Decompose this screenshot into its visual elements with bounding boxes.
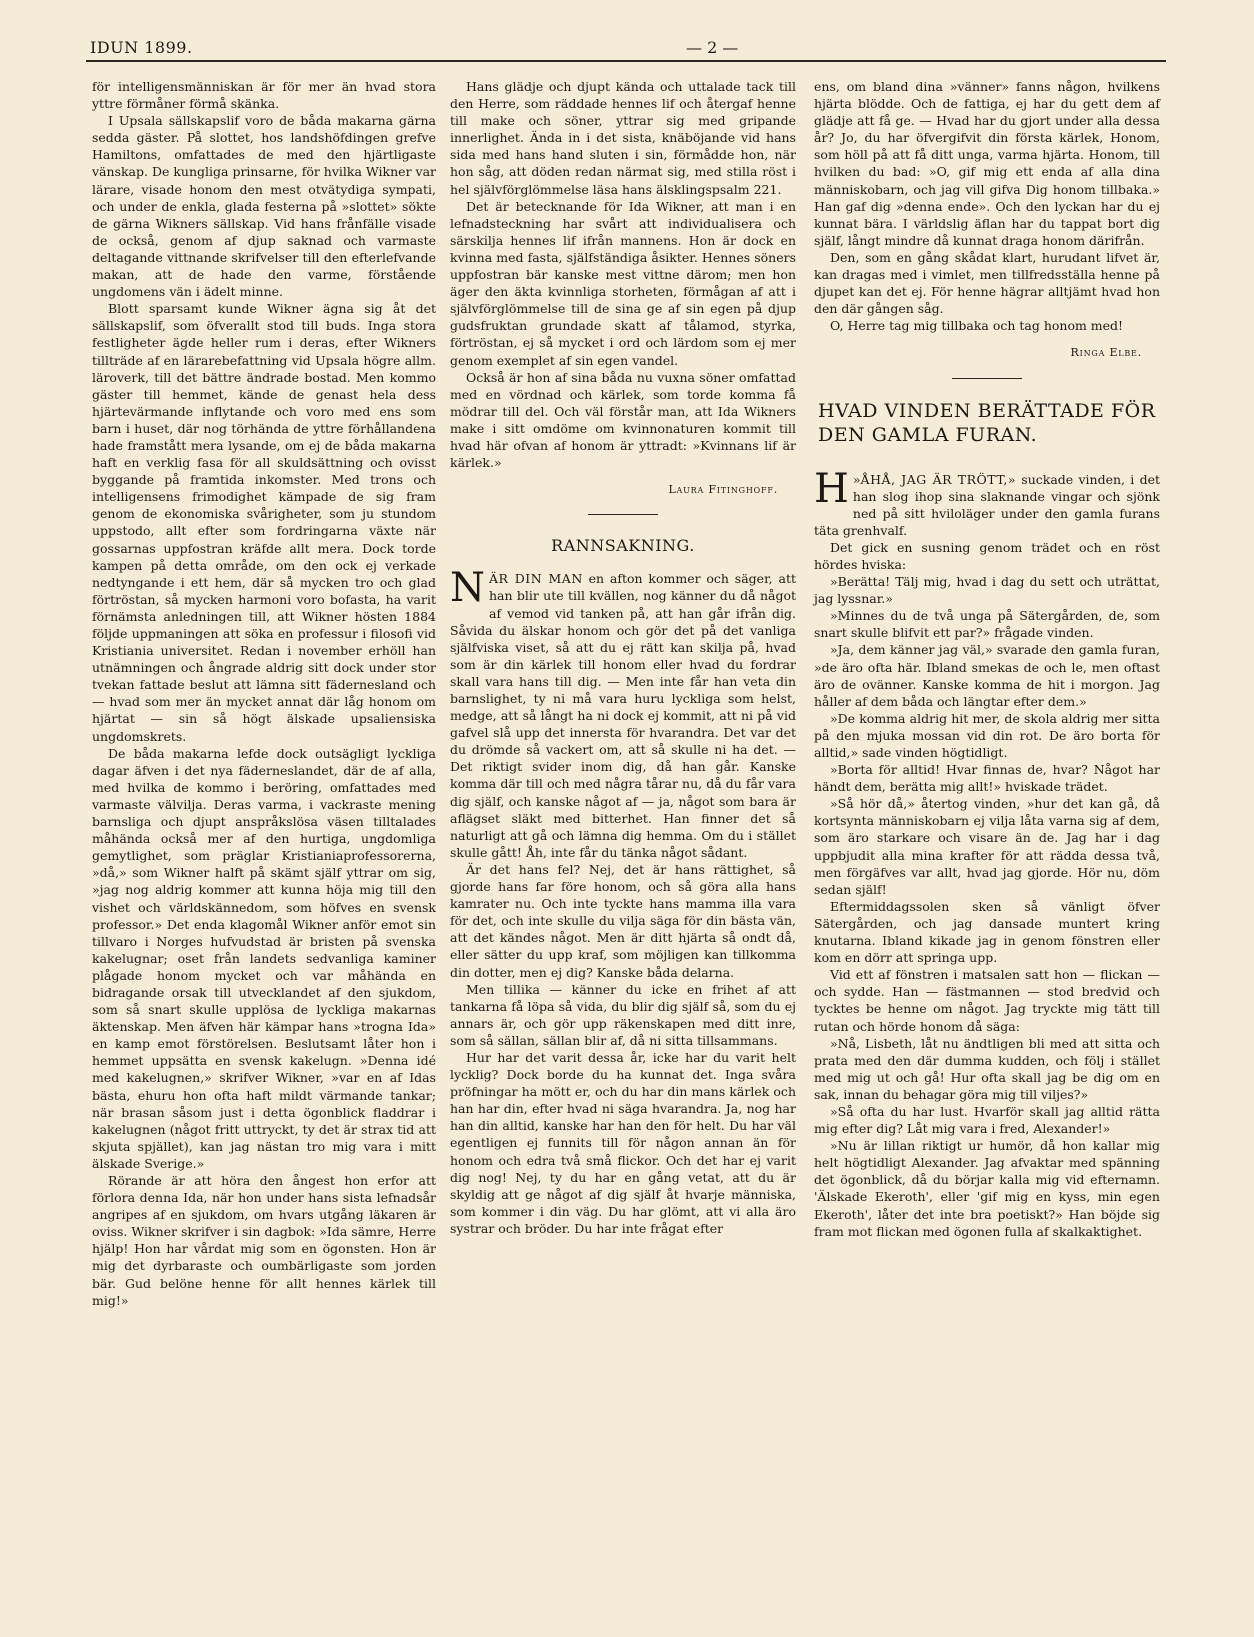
lead-words: ÅHÅ, JAG ÄR TRÖTT,»	[860, 471, 1016, 487]
paragraph: Den, som en gång skådat klart, hurudant lifvet är, kan dragas med i vimlet, men tillfredsställa henne på djupet kan det ej. För henne hägrar alltjämt hvad hon den där gången såg.	[814, 249, 1160, 317]
paragraph: De båda makarna lefde dock outsägligt lyckliga dagar äfven i det nya fäderneslandet, där de af alla, med hvilka de kommo i beröring, omfattades med varmaste välvilja. Deras varma, i vackraste mening barnsliga och djupt anspråkslösa väsen tilltalades måhända också mer af den hurtiga, ungdomliga gemytlighet, som präglar Kristianiaprofessorerna, »då,» som Wikner halft på skämt själf yttrar om sig, »jag nog aldrig kommer att kunna höja mig till den vishet och världskännedom, som höfves en svensk professor.» Det enda klagomål Wikner anför emot sin tillvaro i Norges hufvudstad är bristen på svenska kakelugnar; oset från landets sedvanliga kaminer plågade honom mycket och var måhända en bidragande orsak till utvecklandet af den sjukdom, som så snart skulle upplösa de lyckliga makarnas äktenskap. Men äfven här kämpar hans »trogna Ida» en kamp emot förstörelsen. Beslutsamt låter hon i hemmet uppsätta en svensk kakelugn. »Denna idé med kakelugnen,» skrifver Wikner, »var en af Idas bästa, ehuru hon ofta haft mildt värmande tankar; när brasan såsom just i detta ögonblick fladdrar i kakelugnen (något fritt uttryckt, ty det är strax tid att skjuta spjället), kan jag nästan tro mig vara i mitt älskade Sverige.»	[92, 745, 436, 1171]
paragraph: Hur har det varit dessa år, icke har du varit helt lycklig? Dock borde du ha kunnat det. Inga svåra pröfningar ha mött er, och du har din mans kärlek och han har din, efter hvad ni säga hvarandra. Ja, nog har han din alltid, kanske har han den för helt. Du har väl egentligen ej funnits till för någon annan än för honom och edra två små flickor. Och det har ej varit dig nog! Nej, ty du har en gång vetat, att du är skyldig att ge något af dig själf åt hvarje människa, som kommer i din väg. Du har glömt, att vi alla äro systrar och bröder. Du har inte frågat efter	[450, 1049, 796, 1236]
article-title: HVAD VINDEN BERÄTTADE FÖR DEN GAMLA FURAN.	[818, 399, 1156, 446]
paragraph: »Nu är lillan riktigt ur humör, då hon kallar mig helt högtidligt Alexander. Jag afvaktar med spänning det ögonblick, då du börjar kalla mig vid efternamn. 'Älskade Ekeroth', eller 'gif mig en kyss, min egen Ekeroth', låter det inte bra poetiskt?» Han böjde sig fram mot flickan med ögonen fulla af skalkaktighet.	[814, 1138, 1160, 1239]
paragraph: »Minnes du de två unga på Sätergården, de, som snart skulle blifvit ett par?» frågade vinden.	[814, 608, 1160, 641]
paragraph: »Så ofta du har lust. Hvarför skall jag alltid rätta mig efter dig? Låt mig vara i fred, Alexander!»	[814, 1103, 1160, 1137]
publication-title: IDUN 1899.	[90, 38, 193, 57]
page-number: — 2 —	[686, 38, 739, 57]
section-divider	[952, 378, 1022, 379]
drop-cap: H	[814, 465, 849, 512]
paragraph: Men tillika — känner du icke en frihet af att tankarna få löpa så vida, du blir dig själf så, som du ej annars är, och gör upp räkenskapen med ditt inre, som så sällan, sällan blir af, då ni sitta tillsammans.	[450, 981, 796, 1048]
column-3	[814, 78, 1160, 1240]
paragraph: »Berätta! Tälj mig, hvad i dag du sett och uträttat, jag lyssnar.»	[814, 574, 1160, 607]
paragraph: »Nå, Lisbeth, låt nu ändtligen bli med att sitta och prata med den där dumma kudden, och följ i stället med mig ut och gå! Hur ofta skall jag be dig om en sak, innan du behagar göra mig till viljes?»	[814, 1035, 1160, 1102]
paragraph: Vid ett af fönstren i matsalen satt hon — flickan — och sydde. Han — fästmannen — stod bredvid och tycktes be henne om något. Jag tryckte mig tätt till rutan och hörde honom då säga:	[814, 967, 1160, 1034]
section-divider	[588, 514, 658, 515]
paragraph: Också är hon af sina båda nu vuxna söner omfattad med en vördnad och kärlek, som torde komma få mödrar till del. Och väl förstår man, att Ida Wikners make i sitt omdöme om kvinnonaturen kommit till hvad här ofvan af honom är yttradt: »Kvinnans lif är kärlek.»	[450, 369, 796, 471]
paragraph: »Ja, dem känner jag väl,» svarade den gamla furan, »de äro ofta här. Ibland smekas de och le, men oftast äro de ovänner. Kanske komma de hit i morgon. Jag håller af dem båda och längtar efter dem.»	[814, 642, 1160, 709]
paragraph: I Upsala sällskapslif voro de båda makarna gärna sedda gäster. På slottet, hos landshöfdingen grefve Hamiltons, omfattades de med den hjärtligaste vänskap. De kungliga prinsarne, för hvilka Wikner var lärare, visade honom den mest otvätydiga sympati, och under de enkla, glada festerna på »slottet» sökte de gärna Wikners sällskap. Vid hans frånfälle visade de också, genom af djup saknad och varmaste deltagande vittnande skrifvelser till den efterlefvande makan, att de hade den varme, förstående ungdomens vän i ädelt minne.	[92, 113, 437, 300]
paragraph: Hans glädje och djupt kända och uttalade tack till den Herre, som räddade hennes lif och återgaf henne till make och söner, yttrar sig med gripande innerlighet. Ända in i det sista, knäböjande vid hans sida med hans hand sluten i sin, förmådde hon, när hon såg, att döden redan närmat sig, med stilla röst i hel självförglömmelse läsa hans älsklingspsalm 221.	[450, 79, 796, 197]
paragraph: »Borta för alltid! Hvar finnas de, hvar? Något har händt dem, berätta mig allt!» hviskade trädet.	[814, 762, 1160, 795]
author-signature: Laura Fitinghoff.	[668, 483, 778, 497]
paragraph: Är det hans fel? Nej, det är hans rättighet, så gjorde hans far före honom, och så göra alla hans kamrater nu. Och inte tyckte hans mamma illa vara för det, och inte skulle du vilja säga för din bästa vän, att det kändes något. Men är ditt hjärta så ondt då, eller sätter du upp kraf, som möjligen kan tillkomma din dotter, men ej dig? Kanske båda delarna.	[450, 861, 796, 980]
paragraph: »De komma aldrig hit mer, de skola aldrig mer sitta på den mjuka mossan vid din rot. De äro borta för alltid,» sade vinden högtidligt.	[814, 710, 1160, 760]
author-signature: Ringa Elbe.	[1070, 346, 1142, 360]
paragraph: Det gick en susning genom trädet och en röst hördes hviska:	[814, 539, 1160, 572]
lead-paragraph	[450, 565, 796, 861]
paragraph: Blott sparsamt kunde Wikner ägna sig åt det sällskapslif, som öfverallt stod till buds. Inga stora festligheter ägde heller rum i deras, efter Wikners tillträde af en lärarebefattning vid Upsala högre allm. läroverk, till det bättre ändrade bostad. Men kommo gäster till hemmet, kände de genast hela dess hjärtevärmande inflytande och voro med ens som barn i huset, där nog törhända de yttre förhållandena hade framstått mera lysande, om ej de båda makarna haft en verklig fasa för all skuldsättning och ovisst byggande på framtida inkomster. Med trons och intelligensens frimodighet kämpade de sig fram genom de ekonomiska svårigheter, som ju stundom uppstodo, allt efter som fordringarna växte när gossarnas uppfostran kräfde allt mera. Dock torde kampen på detta område, om den ock ej verkade nedtyngande i ett hem, där så mycken tro och glad förtröstan, så mycken harmoni voro bofasta, ha varit förnämsta anledningen till, att Wikner hösten 1884 följde uppmaningen att söka en professur i filosofi vid Kristiania universitet. Redan i november erhöll han utnämningen och ångrade aldrig sitt dock under stor tvekan fattade beslut att lämna sitt fädernesland och — hvad som mer än mycket annat där låg honom om hjärtat — sin så högt älskade upsaliensiska ungdomskrets.	[92, 301, 436, 744]
paragraph: O, Herre tag mig tillbaka och tag honom med!	[830, 318, 1124, 334]
paragraph: Rörande är att höra den ångest hon erfor att förlora denna Ida, när hon under hans sista lefnadsår angripes af en sjukdom, om hvars utgång läkaren är oviss. Wikner skrifver i sin dagbok: »Ida sämre, Herre hjälp! Hon har vårdat mig som en ögonsten. Hon är mig det dyrbaraste och oumbärligaste som jorden bär. Gud belöne henne för allt hennes kärlek till mig!»	[92, 1173, 436, 1308]
page-header	[86, 32, 1166, 62]
lead-text: en afton kommer och säger, att han blir ute till kvällen, nog känner du då något af vemod vid tanken på, att han går ifrån dig. Såvida du älskar honom och gör det på det vanliga själfviska viset, så att du ej rätt kan skilja på, hvad som är din kärlek till honom eller hvad du fordrar skall vara hans till dig. — Men inte får han veta din barnslighet, ty ni må vara huru lyckliga som helst, medge, att så långt ha ni dock ej kommit, att ni på vid gafvel slå upp det innersta för hvarandra. Det var det du drömde så vackert om, att så skulle ni ha det. — Det riktigt svider inom dig, då han går. Kanske komma där till och med några tårar nu, då du får vara dig själf, och kanske något af — ja, något som bara är aflägset släkt med bitterhet. Han finner det så naturligt att gå och lämna dig hemma. Om du i stället skulle gått! Åh, inte får du tänka något sådant.	[450, 571, 796, 860]
paragraph: Eftermiddagssolen sken så vänligt öfver Sätergården, och jag dansade muntert kring knutarna. Ibland kikade jag in genom fönstren eller kom en dörr att springa upp.	[814, 898, 1160, 966]
lead-words: ÄR DIN MAN	[489, 571, 583, 587]
drop-cap: N	[450, 565, 485, 612]
lead-text: suckade vinden, i det han slog ihop sina slaknande vingar och sjönk ned på sitt hviloläger under den gamla furans täta grenhvalf.	[814, 471, 1160, 538]
paragraph: »Så hör då,» återtog vinden, »hur det kan gå, då kortsynta människobarn ej vilja låta varna sig af dem, som äro starkare och visare än de. Jag har i dag uppbjudit alla mina krafter för att rädda dessa två, men förgäfves var allt, hvad jag gjorde. Hör nu, döm sedan själf!	[814, 796, 1160, 897]
column-1	[92, 78, 436, 1309]
article-title: RANNSAKNING.	[551, 536, 695, 556]
quote-mark: »	[852, 471, 861, 487]
paragraph: Det är betecknande för Ida Wikner, att man i en lefnadsteckning har svårt att individualisera och särskilja hennes lif ifrån mannens. Hon är dock en kvinna med fasta, själfständiga åsikter. Hennes söners uppfostran bär kanske mest vittne därom; men hon äger den äkta kvinnliga storheten, förmågan af att i självförglömmelse till de sina ge af sin egen på djup gudsfruktan grundade skatt af tålamod, styrka, förtröstan, ej så mycket i ord och lärdom som ej mer genom exemplet af sin egen vandel.	[450, 198, 796, 368]
paragraph: ens, om bland dina »vänner» fanns någon, hvilkens hjärta blödde. Och de fattiga, ej har du gett dem af glädje att få ge. — Hvad har du gjort under alla dessa år? Jo, du har öfvergifvit din första kärlek, Honom, som höll på att få ditt unga, varma hjärta. Honom, till hvilken du bad: »O, gif mig ett enda af alla dina människobarn, och jag vill gifva Dig honom tillbaka.» Han gaf dig »denna ende». Och den lyckan har du ej kunnat bära. I världslig äflan har du tappat bort dig själf, långt mindre då kunnat draga honom därifrån.	[814, 79, 1160, 248]
column-2	[450, 78, 796, 1237]
paragraph: för intelligensmänniskan är för mer än hvad stora yttre förmåner förmå skänka.	[92, 79, 436, 112]
lead-paragraph	[814, 465, 1160, 539]
